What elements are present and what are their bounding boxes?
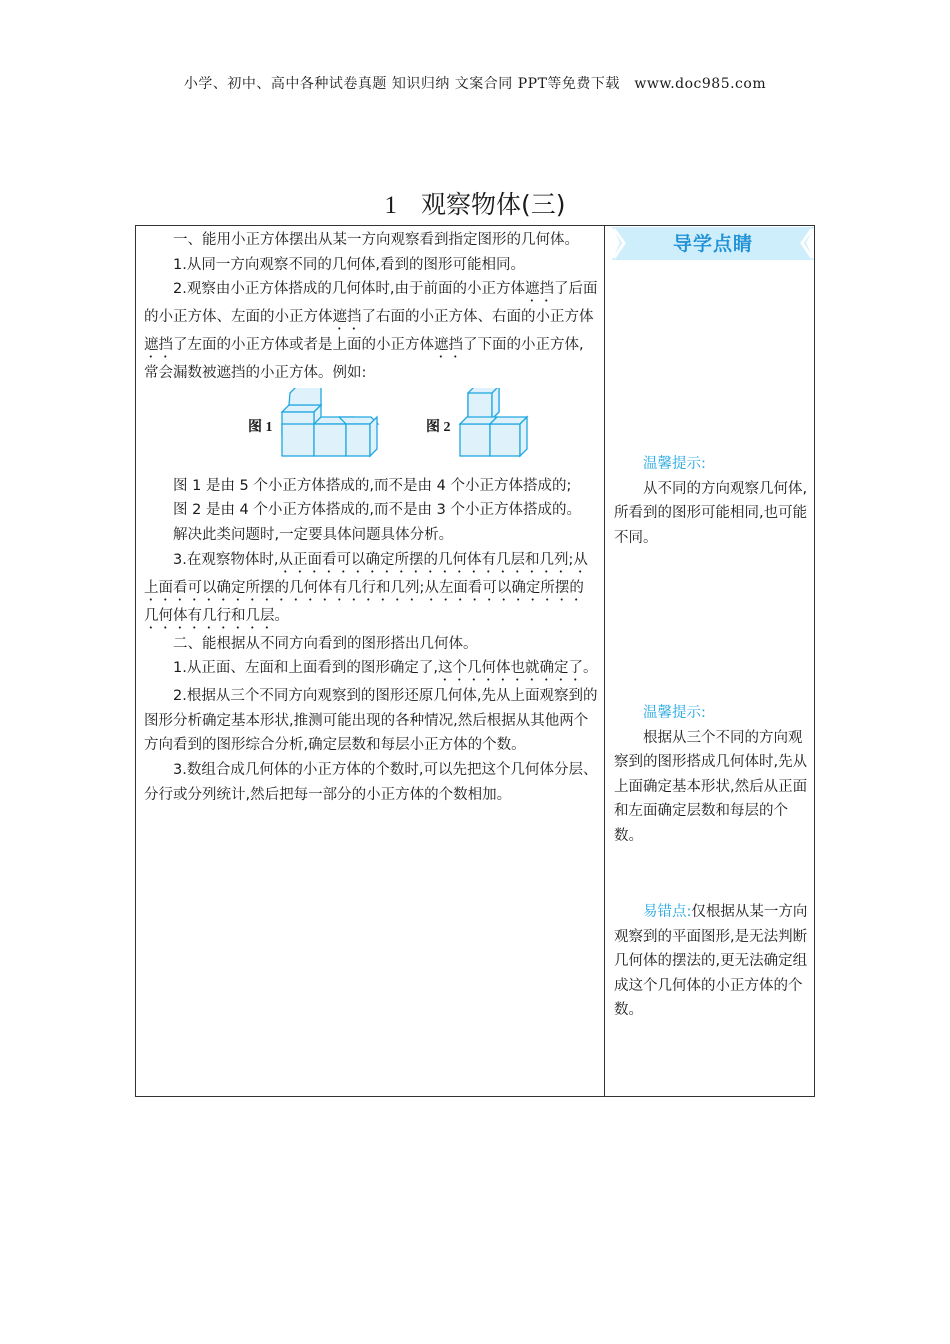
point-1-3: 3.在观察物体时,从正面看可以确定所摆的几何体有几层和几列;从上面看可以确定所摆的几何体有几行和几列;从左面看可以确定所摆的几何体有几行和几层。 xyxy=(144,551,588,624)
tip-3 xyxy=(614,900,808,1023)
section-one-heading: 一、能用小正方体摆出从某一方向观察看到指定图形的几何体。 xyxy=(173,232,579,248)
title-number: 1 xyxy=(384,192,397,219)
main-content xyxy=(144,228,598,807)
point-1-2: 2.观察由小正方体搭成的几何体时,由于前面的小正方体遮挡了后面的小正方体、左面的小正方体遮挡了右面的小正方体、右面的小正方体遮挡了左面的小正方体或者是上面的小正方体遮挡了下面的小正方体,常会漏数被遮挡的小正方体。例如: xyxy=(144,281,598,382)
figure-1-explanation: 图 1 是由 5 个小正方体搭成的,而不是由 4 个小正方体搭成的; xyxy=(173,477,572,494)
tip-body: 仅根据从某一方向观察到的平面图形,是无法判断几何体的摆法的,更无法确定组成这个几何体的小正方体的个数。 xyxy=(614,904,808,1019)
tip-body: 从不同的方向观察几何体,所看到的图形可能相同,也可能不同。 xyxy=(614,480,808,546)
tip-body: 根据从三个不同的方向观察到的图形搭成几何体时,先从上面确定基本形状,然后从正面和左面确定层数和每层的个数。 xyxy=(614,729,808,844)
figure-2-cubes xyxy=(458,388,530,458)
emphasis-text: 遮挡 xyxy=(524,281,554,298)
emphasis-text: 遮挡 xyxy=(332,309,362,326)
emphasis-text: 从正面看可以确定所摆的几何体有几层和几列 xyxy=(278,551,569,568)
tip-2 xyxy=(614,701,808,849)
title-text: 观察物体(三) xyxy=(420,190,566,219)
point-1-1: 1.从同一方向观察不同的几何体,看到的图形可能相同。 xyxy=(173,256,525,273)
figure-1-cubes xyxy=(280,388,380,458)
tip-title: 易错点: xyxy=(643,904,692,920)
tip-1 xyxy=(614,452,808,550)
point-2-2: 2.根据从三个不同方向观察到的图形还原几何体,先从上面观察到的图形分析确定基本形状,推测可能出现的各种情况,然后根据从其他两个方向看到的图形综合分析,确定层数和每层小正方体的个数。 xyxy=(144,688,598,754)
emphasis-text: 这个几何体也就确定了 xyxy=(437,660,583,677)
guide-banner-title: 导学点睛 xyxy=(672,233,753,255)
analysis-note: 解决此类问题时,一定要具体问题具体分析。 xyxy=(173,526,454,543)
emphasis-text: 从左面看可以确定所摆的几何体有几行和几层 xyxy=(144,579,584,624)
point-2-1: 1.从正面、左面和上面看到的图形确定了,这个几何体也就确定了。 xyxy=(173,660,598,677)
emphasis-text: 遮挡 xyxy=(434,337,463,354)
figure-row xyxy=(144,388,598,468)
emphasis-text: 遮挡 xyxy=(144,337,173,354)
section-two-heading: 二、能根据从不同方向看到的图形搭出几何体。 xyxy=(173,635,478,652)
tip-title: 温馨提示: xyxy=(643,705,706,721)
column-divider xyxy=(604,225,605,1097)
figure-1-label: 图 1 xyxy=(248,419,273,435)
figure-2-explanation: 图 2 是由 4 个小正方体搭成的,而不是由 3 个小正方体搭成的。 xyxy=(173,502,581,519)
page-title xyxy=(0,185,950,221)
emphasis-text: 从上面看可以确定所摆的几何体有几行和几列 xyxy=(144,551,588,596)
point-2-3: 3.数组合成几何体的小正方体的个数时,可以先把这个几何体分层、分行或分列统计,然后把每一部分的小正方体的个数相加。 xyxy=(144,761,598,803)
tip-title: 温馨提示: xyxy=(643,456,706,472)
figure-2-label: 图 2 xyxy=(426,419,451,435)
page-header: 小学、初中、高中各种试卷真题 知识归纳 文案合同 PPT等免费下载 www.doc985.com xyxy=(183,76,767,92)
